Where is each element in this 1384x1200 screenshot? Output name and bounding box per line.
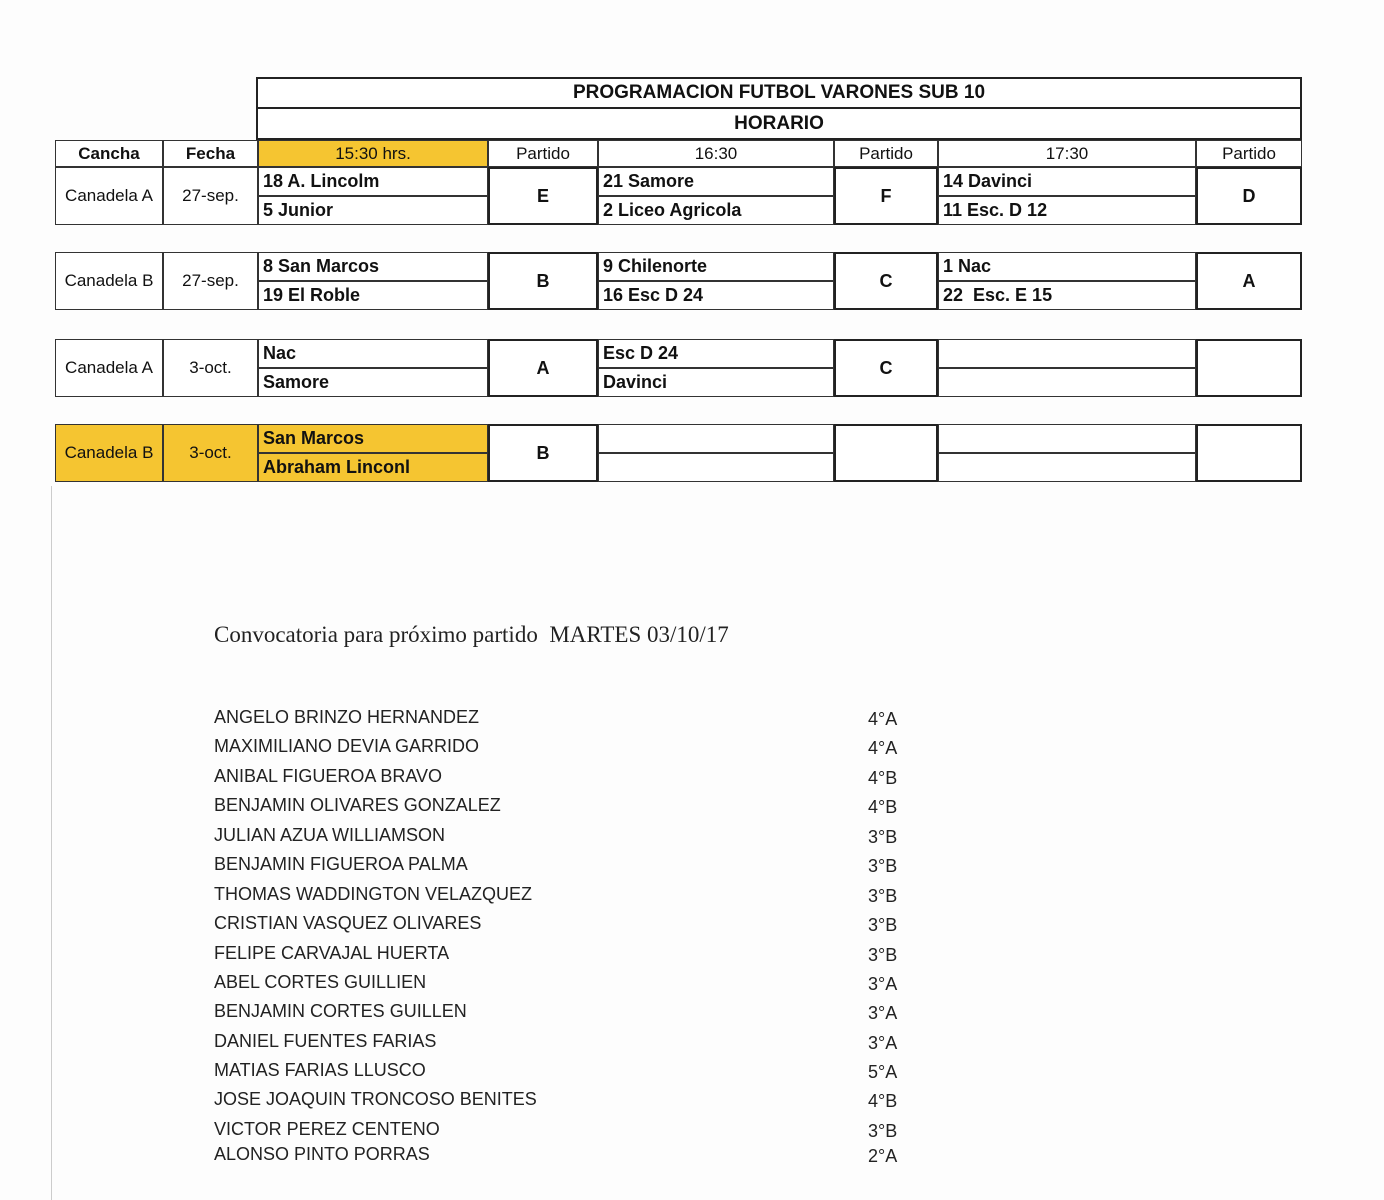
team-home: 8 San Marcos [258, 252, 488, 281]
player-name: BENJAMIN OLIVARES GONZALEZ [214, 795, 501, 815]
team-away: 22 Esc. E 15 [938, 281, 1196, 310]
player-name: FELIPE CARVAJAL HUERTA [214, 943, 450, 963]
player-name: MAXIMILIANO DEVIA GARRIDO [214, 736, 480, 756]
cancha-cell: Canadela B [55, 252, 163, 310]
fecha-cell: 3-oct. [163, 424, 258, 482]
player-course: 3°A [868, 974, 898, 994]
player-name: JOSE JOAQUIN TRONCOSO BENITES [214, 1089, 537, 1109]
player-name: VICTOR PEREZ CENTENO [214, 1119, 440, 1139]
partido-cell: B [488, 252, 598, 310]
cancha-cell: Canadela A [55, 167, 163, 225]
player-name: ANIBAL FIGUEROA BRAVO [214, 766, 443, 786]
player-name: JULIAN AZUA WILLIAMSON [214, 825, 446, 845]
convocatoria-title: Convocatoria para próximo partido MARTES 03/10/17 [214, 622, 729, 647]
header-cancha: Cancha [55, 140, 163, 167]
player-name: ABEL CORTES GUILLIEN [214, 972, 427, 992]
player-course: 5°A [868, 1062, 898, 1082]
partido-cell: C [834, 339, 938, 397]
player-course: 4°B [868, 1091, 898, 1111]
player-name: CRISTIAN VASQUEZ OLIVARES [214, 913, 482, 933]
player-name: ALONSO PINTO PORRAS [214, 1144, 430, 1164]
team-home: 21 Samore [598, 167, 834, 196]
player-name: BENJAMIN CORTES GUILLEN [214, 1001, 467, 1021]
partido-cell: A [488, 339, 598, 397]
header-fecha: Fecha [163, 140, 258, 167]
cancha-cell: Canadela A [55, 339, 163, 397]
partido-cell: C [834, 252, 938, 310]
partido-cell: D [1196, 167, 1302, 225]
player-name: MATIAS FARIAS LLUSCO [214, 1060, 426, 1080]
team-home: Esc D 24 [598, 339, 834, 368]
header-partido-1: Partido [488, 140, 598, 167]
player-course: 4°A [868, 738, 898, 758]
player-name: ANGELO BRINZO HERNANDEZ [214, 707, 480, 727]
player-course: 3°B [868, 1121, 898, 1141]
team-home: San Marcos [258, 424, 488, 453]
fecha-cell: 3-oct. [163, 339, 258, 397]
team-away: Abraham Linconl [258, 453, 488, 482]
header-time-3: 17:30 [938, 140, 1196, 167]
schedule-title: PROGRAMACION FUTBOL VARONES SUB 10 [256, 77, 1302, 107]
partido-cell: F [834, 167, 938, 225]
team-away: 16 Esc D 24 [598, 281, 834, 310]
player-name: THOMAS WADDINGTON VELAZQUEZ [214, 884, 533, 904]
player-name: BENJAMIN FIGUEROA PALMA [214, 854, 468, 874]
team-home: 18 A. Lincolm [258, 167, 488, 196]
team-home: Nac [258, 339, 488, 368]
header-partido-3: Partido [1196, 140, 1302, 167]
team-home: 14 Davinci [938, 167, 1196, 196]
player-course: 3°B [868, 915, 898, 935]
player-course: 3°B [868, 856, 898, 876]
header-time-2: 16:30 [598, 140, 834, 167]
header-partido-2: Partido [834, 140, 938, 167]
team-away: 2 Liceo Agricola [598, 196, 834, 225]
player-course: 3°A [868, 1003, 898, 1023]
player-course: 3°B [868, 945, 898, 965]
header-time-1: 15:30 hrs. [258, 140, 488, 167]
player-course: 4°B [868, 797, 898, 817]
team-away: Davinci [598, 368, 834, 397]
player-name: DANIEL FUENTES FARIAS [214, 1031, 437, 1051]
team-away: 11 Esc. D 12 [938, 196, 1196, 225]
partido-cell: B [488, 424, 598, 482]
team-away: Samore [258, 368, 488, 397]
player-course: 3°B [868, 886, 898, 906]
partido-cell: A [1196, 252, 1302, 310]
player-course: 3°A [868, 1033, 898, 1053]
partido-cell: E [488, 167, 598, 225]
player-course: 2°A [868, 1146, 898, 1166]
team-away: 5 Junior [258, 196, 488, 225]
player-course: 3°B [868, 827, 898, 847]
team-home: 1 Nac [938, 252, 1196, 281]
player-course: 4°A [868, 709, 898, 729]
team-away: 19 El Roble [258, 281, 488, 310]
horario-label: HORARIO [256, 107, 1302, 140]
team-home: 9 Chilenorte [598, 252, 834, 281]
fecha-cell: 27-sep. [163, 252, 258, 310]
cancha-cell: Canadela B [55, 424, 163, 482]
player-course: 4°B [868, 768, 898, 788]
fecha-cell: 27-sep. [163, 167, 258, 225]
